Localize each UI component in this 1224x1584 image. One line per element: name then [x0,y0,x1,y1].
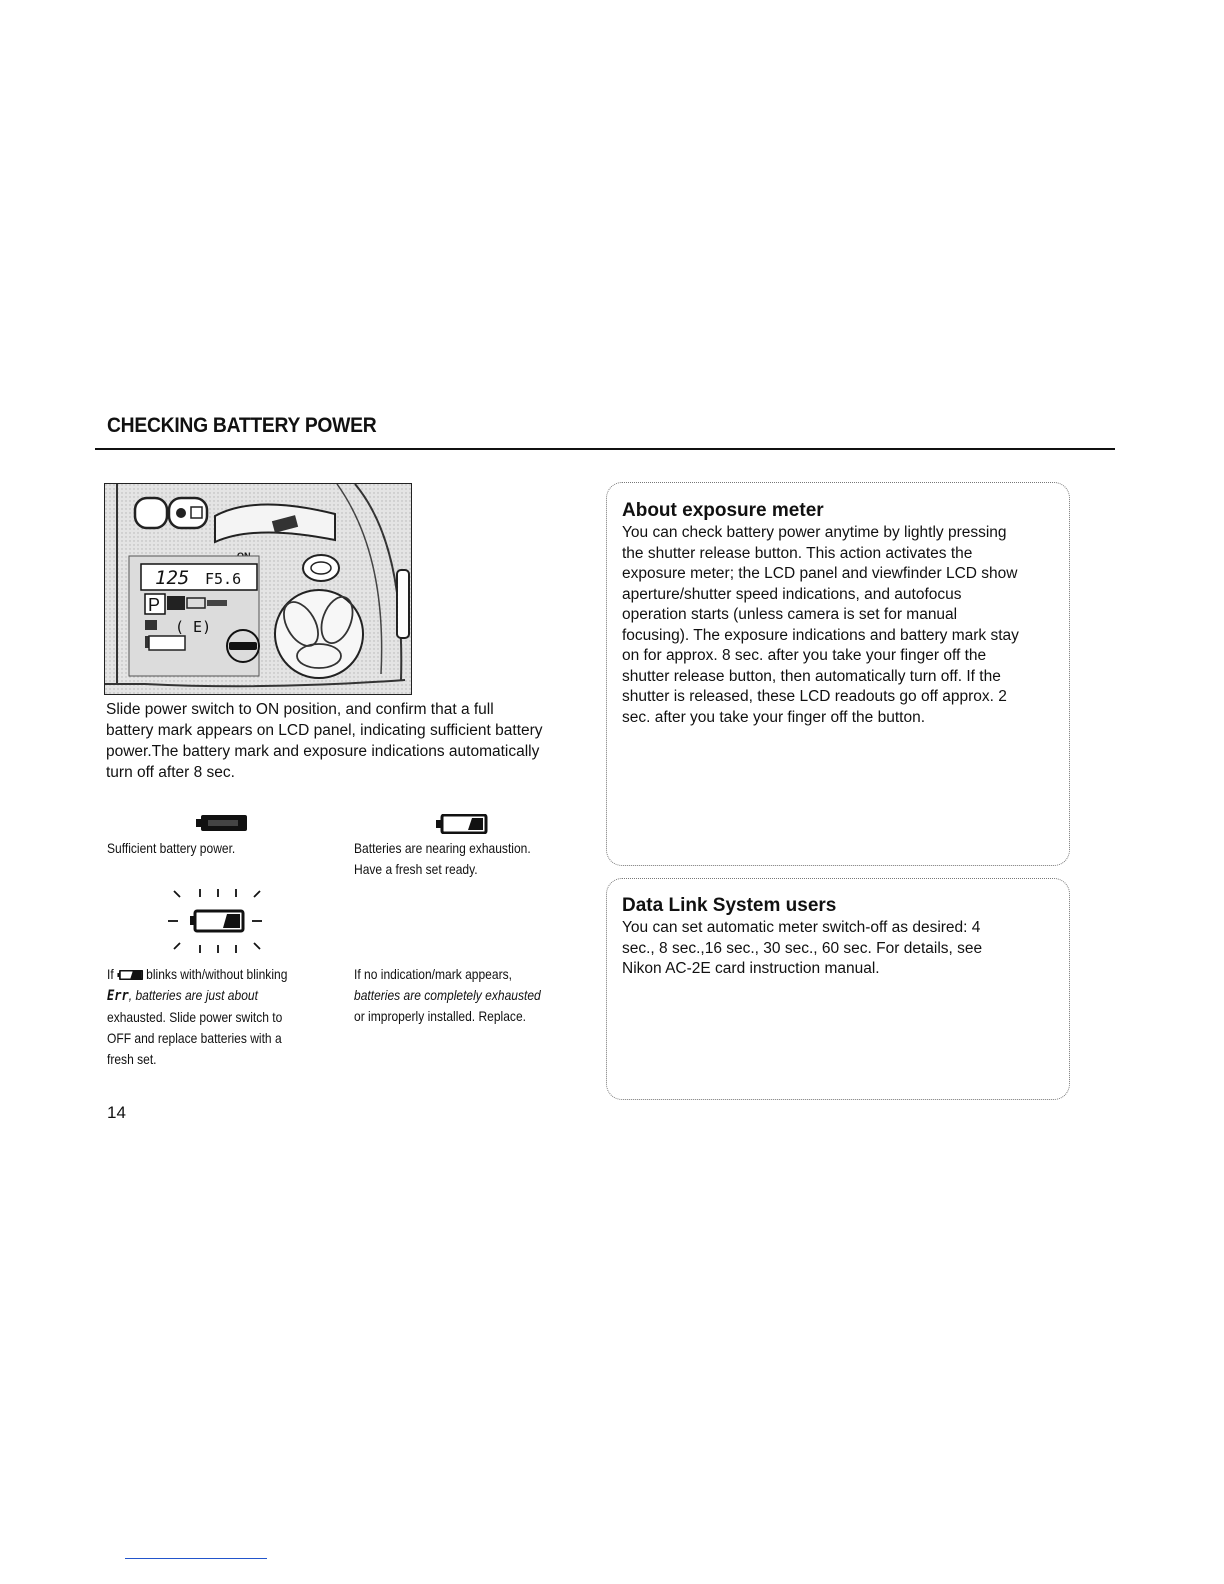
lcd-shutter-value: 125 [155,567,190,589]
data-link-body: You can set automatic meter switch-off as desired: 4 sec., 8 sec.,16 sec., 30 sec., 60 sec. For details, see Nikon AC-2E card instruction manual. [622,919,983,977]
low-battery-icon [436,814,488,834]
page-number: 14 [107,1103,126,1122]
data-link-title: Data Link System users [622,895,837,916]
lcd-aperture-value: F5.6 [205,570,242,588]
err-indicator: Err [107,988,129,1004]
exposure-meter-title: About exposure meter [622,500,824,521]
blinking-battery-icon [168,885,268,957]
footer-link-underline [125,1558,267,1559]
lcd-bracket-value: ( E) [175,618,212,636]
full-battery-text: Sufficient battery power. [107,840,236,856]
page-heading: CHECKING BATTERY POWER [107,414,377,437]
camera-lcd-figure [104,483,412,695]
low-battery-text: Batteries are nearing exhaustion. Have a fresh set ready. [354,840,531,877]
inline-battery-icon [117,970,143,980]
figure-caption: Slide power switch to ON position, and confirm that a full battery mark appears on LCD panel, indicating sufficient battery power.The battery mark and exposure indications automatically turn off after 8 sec. [106,701,543,781]
heading-rule [95,448,1115,450]
blinking-battery-text: If blinks with/without blinking Err, batteries are just about exhausted. Slide power switch to OFF and replace batteries with a fresh set. [107,966,288,1067]
lcd-mode-value: P [148,595,161,615]
exposure-meter-body: You can check battery power anytime by lightly pressing the shutter release button. This action activates the exposure meter; the LCD panel and viewfinder LCD show aperture/shutter speed indications, and autofocus operation starts (unless camera is set for manual focusing). The exposure indications and battery mark stay on for approx. 8 sec. after you take your finger off the shutter release button, then automatically turn off. If the shutter is released, these LCD readouts go off approx. 2 sec. after you take your finger off the button. [622,524,1019,726]
no-indication-text: If no indication/mark appears, batteries are completely exhausted or improperly installed. Replace. [354,966,541,1024]
full-battery-icon [196,814,248,832]
